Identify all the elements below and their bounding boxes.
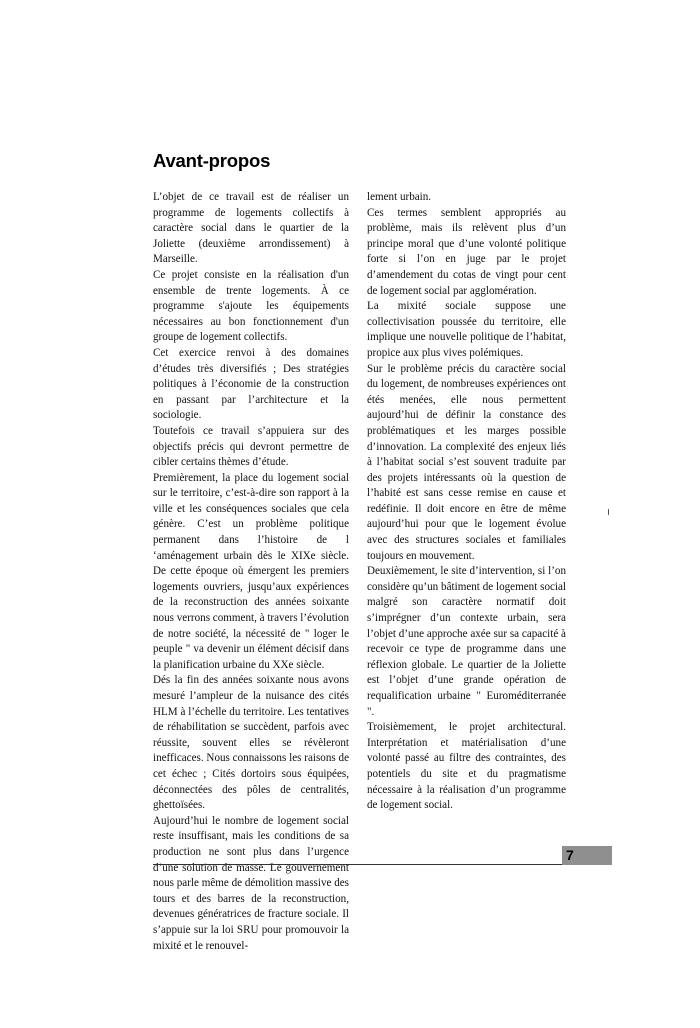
page-title: Avant-propos [153,150,271,171]
paragraph: La mixité sociale suppose une collectivisation poussée du territoire, elle implique une nouvelle politique de l’habitat, propice aux plus vives polémiques. [367,300,566,359]
paragraph: Dés la fin des années soixante nous avons mesuré l’ampleur de la nuisance des cités HLM à l’échelle du territoire. Les tentatives de réhabilitation se succèdent, parfois avec réussite, souvent elles se révèleront inefficaces. Nous connaissons les raisons de cet échec ; Cités dortoirs sous équipées, déconnectées des pôles de centralités, ghettoïsées. [153,674,349,812]
paragraph: Troisièmement, le projet architectural. Interprétation et matérialisation d’une volonté passé au filtre des contraintes, des potentiels du site et du pragmatisme nécessaire à la réalisation d’un programme de logement social. [367,721,566,812]
paragraph: Deuxièmement, le site d’intervention, si l’on considère qu’un bâtiment de logement social malgré son caractère normatif doit s’imprégner d’un contexte urbain, sera l’objet d’une approche axée sur sa capacité à recevoir ce type de programme dans une réflexion globale. Le quartier de la Joliette est l’objet d’une grande opération de requalification urbaine " Euroméditerranée ". [367,565,566,718]
footer-rule [153,864,612,865]
paragraph: Cet exercice renvoi à des domaines d’études très diversifiés ; Des stratégies politiques à l’économie de la construction en passant par l’architecture et la sociologie. [153,346,349,422]
page-number: 7 [562,846,612,865]
paragraph: Ce projet consiste en la réalisation d'un ensemble de trente logements. À ce programme s'ajoute les équipements nécessaires au bon fonctionnement d'un groupe de logement collectifs. [153,268,349,344]
margin-tick-mark [608,509,609,515]
paragraph: L’objet de ce travail est de réaliser un programme de logements collectifs à caractère social dans le quartier de la Joliette (deuxième arrondissement) à Marseille. [153,191,349,266]
paragraph: Ces termes semblent appropriés au problème, mais ils relèvent plus d’un principe moral que d’une volonté politique forte si l’on en juge par le projet d’amendement du cotas de vingt pour cent de logement social par agglomération. [367,206,566,297]
paragraph: Toutefois ce travail s’appuiera sur des objectifs précis qui devront permettre de cibler certains thèmes d’étude. [153,424,349,469]
paragraph: Aujourd’hui le nombre de logement social reste insuffisant, mais les conditions de sa production ne sont plus dans l’urgence d’une solution de masse. Le gouvernement nous parle même de démolition massive des tours et des barres de la reconstruction, devenues génératrices de fracture sociale. Il s’appuie sur la loi SRU pour promouvoir la mixité et le renouvel- [153,814,349,952]
paragraph: Premièrement, la place du logement social sur le territoire, c’est-à-dire son rapport à la ville et les conséquences sociales que cela génère. C’est un problème politique permanent dans l’histoire de l ‘aménagement urbain dès le XIXe siècle. De cette époque où émergent les premiers logements ouvriers, jusqu’aux expériences de la reconstruction des années soixante nous verrons comment, à travers l’évolution de notre société, la nécessité de " loger le peuple " va devenir un élément décisif dans la planification urbaine du XXe siècle. [153,471,349,671]
paragraph: lement urbain. [367,191,432,203]
text-column-right [367,190,566,814]
text-column-left [153,190,349,954]
paragraph: Sur le problème précis du caractère social du logement, de nombreuses expériences ont étés menées, elle nous permettent aujourd’hui de définir la constance des problématiques et les marges possible d’innovation. La complexité des enjeux liés à l’habitat social s’est souvent traduite par des projets intéressants où la question de l’habité est sans cesse remise en cause et redéfinie. Il doit encore en être de même aujourd’hui pour que le logement évolue avec des structures sociales et familiales toujours en mouvement. [367,362,567,562]
